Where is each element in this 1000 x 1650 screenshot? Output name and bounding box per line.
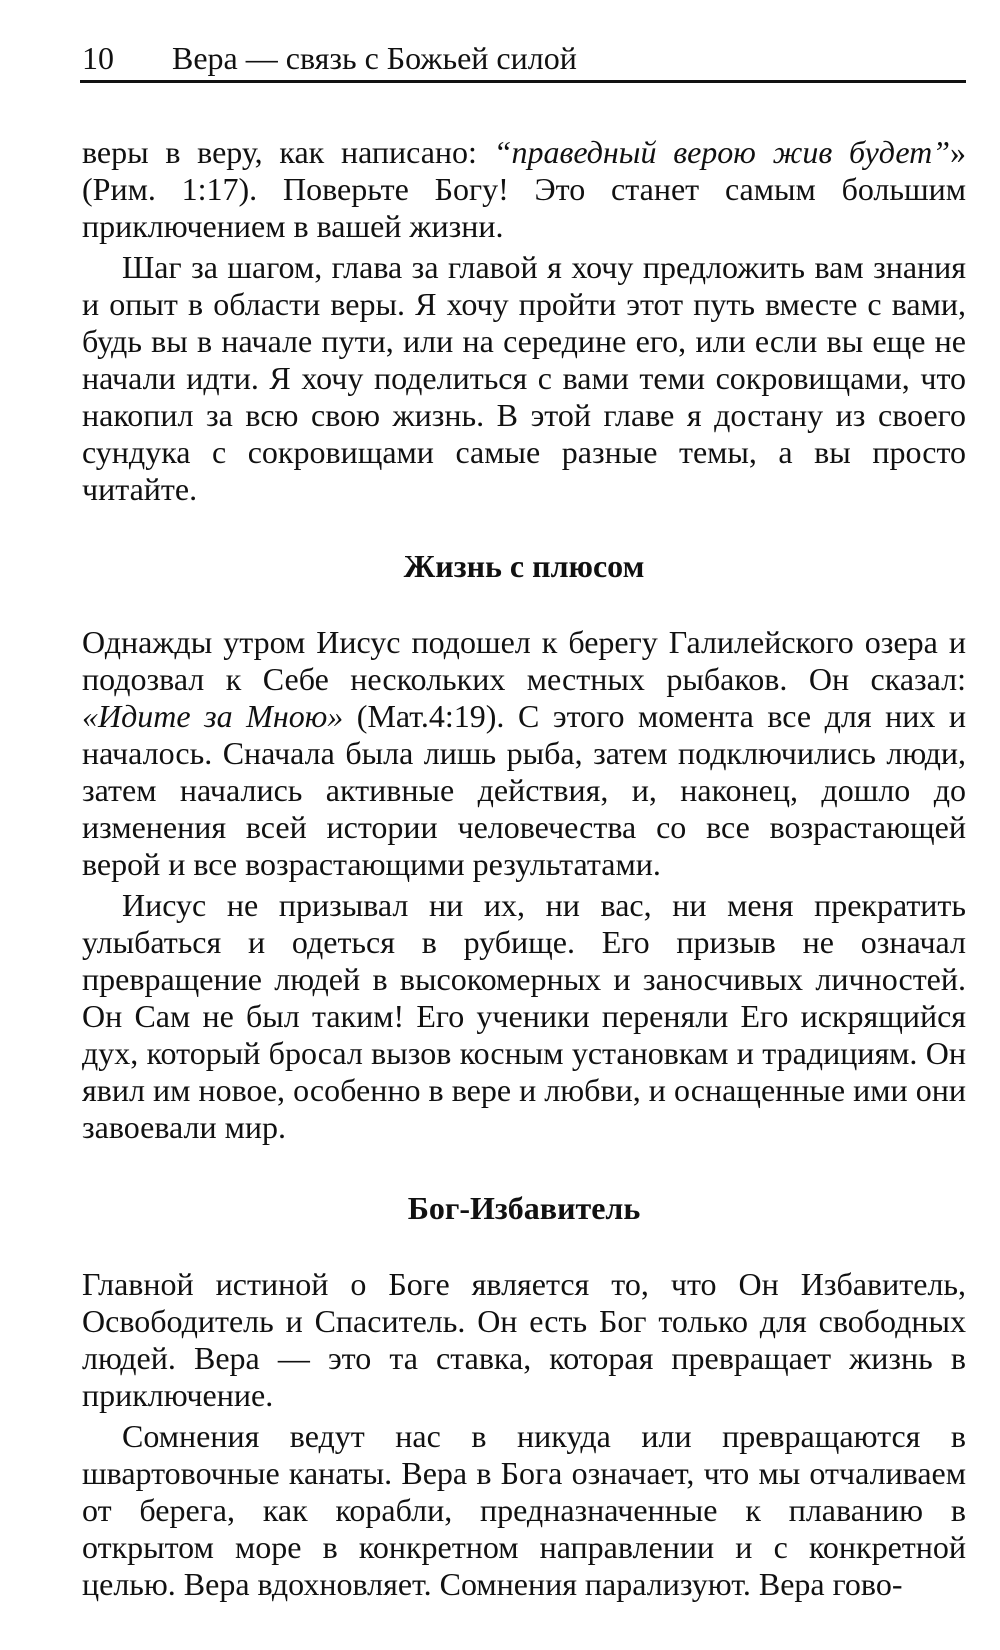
paragraph-1	[82, 134, 966, 245]
paragraph-4: Иисус не призывал ни их, ни вас, ни меня прекратить улыбаться и одеться в рубище. Его призыв не означал превращение людей в высокомерных и заносчивых личностей. Он Сам не был таким! Его ученики переняли Его искрящийся дух, который бросал вызов косным установкам и традициям. Он явил им новое, особенно в вере и любви, и оснащенные ими они завоевали мир.	[82, 887, 966, 1145]
scripture-quote-matthew: «Идите за Мною»	[82, 698, 344, 734]
page-number: 10	[82, 40, 114, 76]
scripture-quote-romans: “праведный верою жив будет”	[493, 134, 951, 170]
paragraph-3-text-start: Однажды утром Иисус подошел к берегу Галилейского озера и подозвал к Себе нескольких местных рыбаков. Он сказал:	[82, 624, 966, 697]
page-header	[82, 34, 966, 84]
paragraph-5: Главной истиной о Боге является то, что Он Избавитель, Освободитель и Спаситель. Он есть Бог только для свободных людей. Вера — это та ставка, которая превращает жизнь в приключение.	[82, 1266, 966, 1413]
paragraph-6: Сомнения ведут нас в никуда или превращаются в швартовочные канаты. Вера в Бога означает, что мы отчаливаем от берега, как корабли, предназначенные к плаванию в открытом море в конкретном направлении и с конкретной целью. Вера вдохновляет. Сомнения парализуют. Вера гово-	[82, 1418, 966, 1602]
section-heading-god-deliverer: Бог-Избавитель	[407, 1190, 641, 1226]
header-rule	[80, 80, 966, 83]
paragraph-1-text-end: » (Рим. 1:17). Поверьте Богу! Это станет самым большим приключением в вашей жизни.	[82, 134, 967, 244]
section-heading-life-plus: Жизнь с плюсом	[403, 548, 645, 584]
paragraph-3	[82, 624, 966, 883]
paragraph-2: Шаг за шагом, глава за главой я хочу предложить вам знания и опыт в области веры. Я хочу пройти этот путь вместе с вами, будь вы в начале пути, или на середине его, или если вы еще не начали идти. Я хочу поделиться с вами теми сокровищами, что накопил за всю свою жизнь. В этой главе я достану из своего сундука с сокровищами самые разные темы, а вы просто читайте.	[82, 249, 966, 507]
paragraph-1-text-start: веры в веру, как написано:	[82, 134, 494, 170]
running-title: Вера — связь с Божьей силой	[172, 40, 577, 76]
body-text	[82, 134, 966, 1603]
paragraph-3-text-end: (Мат.4:19). С этого момента все для них и началось. Сначала была лишь рыба, затем подключились люди, затем начались активные действия, и, наконец, дошло до изменения всей истории человечества со все возрастающей верой и все возрастающими результатами.	[82, 698, 967, 882]
